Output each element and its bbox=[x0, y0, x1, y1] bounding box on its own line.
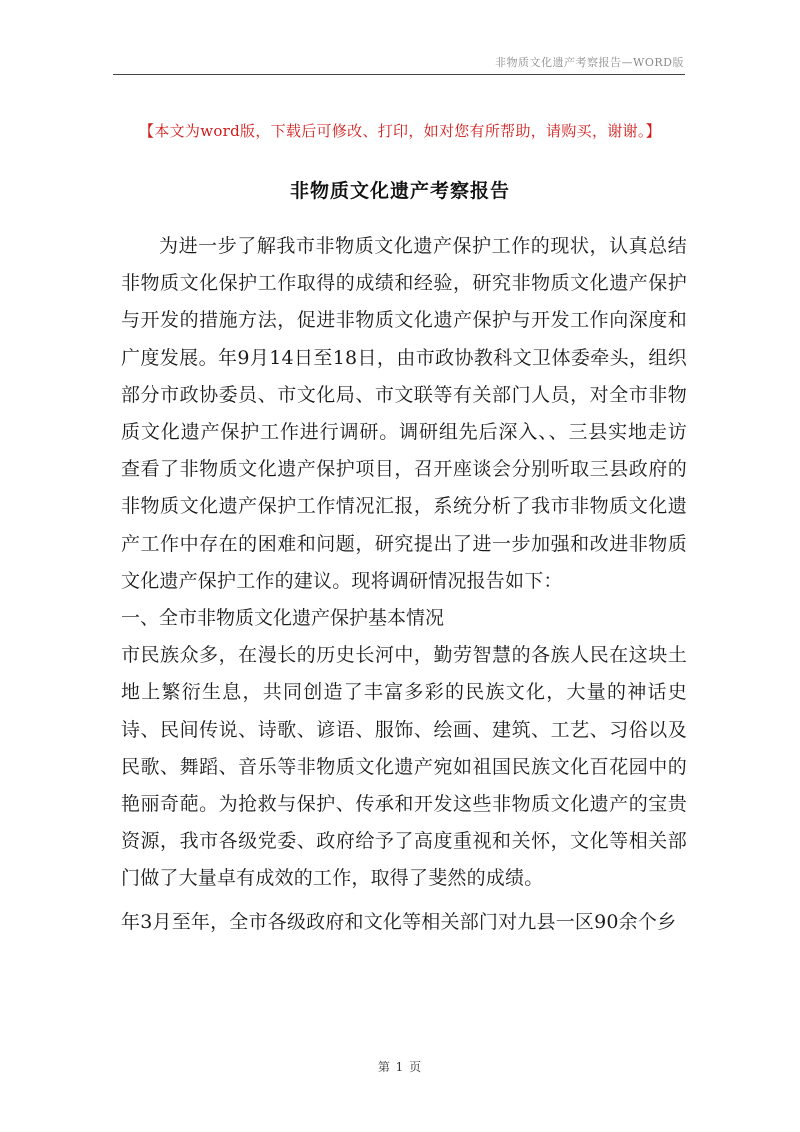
document-body bbox=[121, 228, 687, 941]
body-paragraph: 年3月至年，全市各级政府和文化等相关部门对九县一区90余个乡 bbox=[121, 910, 677, 933]
purchase-notice: 【本文为word版，下载后可修改、打印，如对您有所帮助，请购买，谢谢。】 bbox=[139, 122, 661, 140]
document-title: 非物质文化遗产考察报告 bbox=[289, 180, 510, 202]
header-divider bbox=[113, 74, 685, 75]
body-paragraph: 市民族众多，在漫长的历史长河中，勤劳智慧的各族人民在这块土地上繁衍生息，共同创造了丰富多彩的民族文化，大量的神话史诗、民间传说、诗歌、谚语、服饰、绘画、建筑、工艺、习俗以及民歌、舞蹈、音乐等非物质文化遗产宛如祖国民族文化百花园中的艳丽奇葩。为抢救与保护、传承和开发这些非物质文化遗产的宝贵资源，我市各级党委、政府给予了高度重视和关怀，文化等相关部门做了大量卓有成效的工作，取得了斐然的成绩。 bbox=[121, 644, 687, 890]
section-heading: 一、全市非物质文化遗产保护基本情况 bbox=[121, 607, 445, 630]
running-header: 非物质文化遗产考察报告—WORD版 bbox=[495, 56, 684, 69]
intro-paragraph: 为进一步了解我市非物质文化遗产保护工作的现状，认真总结非物质文化保护工作取得的成绩和经验，研究非物质文化遗产保护与开发的措施方法，促进非物质文化遗产保护与开发工作向深度和广度发展。年9月14日至18日，由市政协教科文卫体委牵头，组织部分市政协委员、市文化局、市文联等有关部门人员，对全市非物质文化遗产保护工作进行调研。调研组先后深入、、三县实地走访查看了非物质文化遗产保护项目，召开座谈会分别听取三县政府的非物质文化遗产保护工作情况汇报，系统分析了我市非物质文化遗产工作中存在的困难和问题，研究提出了进一步加强和改进非物质文化遗产保护工作的建议。现将调研情况报告如下： bbox=[121, 235, 687, 592]
page-number: 第 1 页 bbox=[377, 1060, 423, 1074]
